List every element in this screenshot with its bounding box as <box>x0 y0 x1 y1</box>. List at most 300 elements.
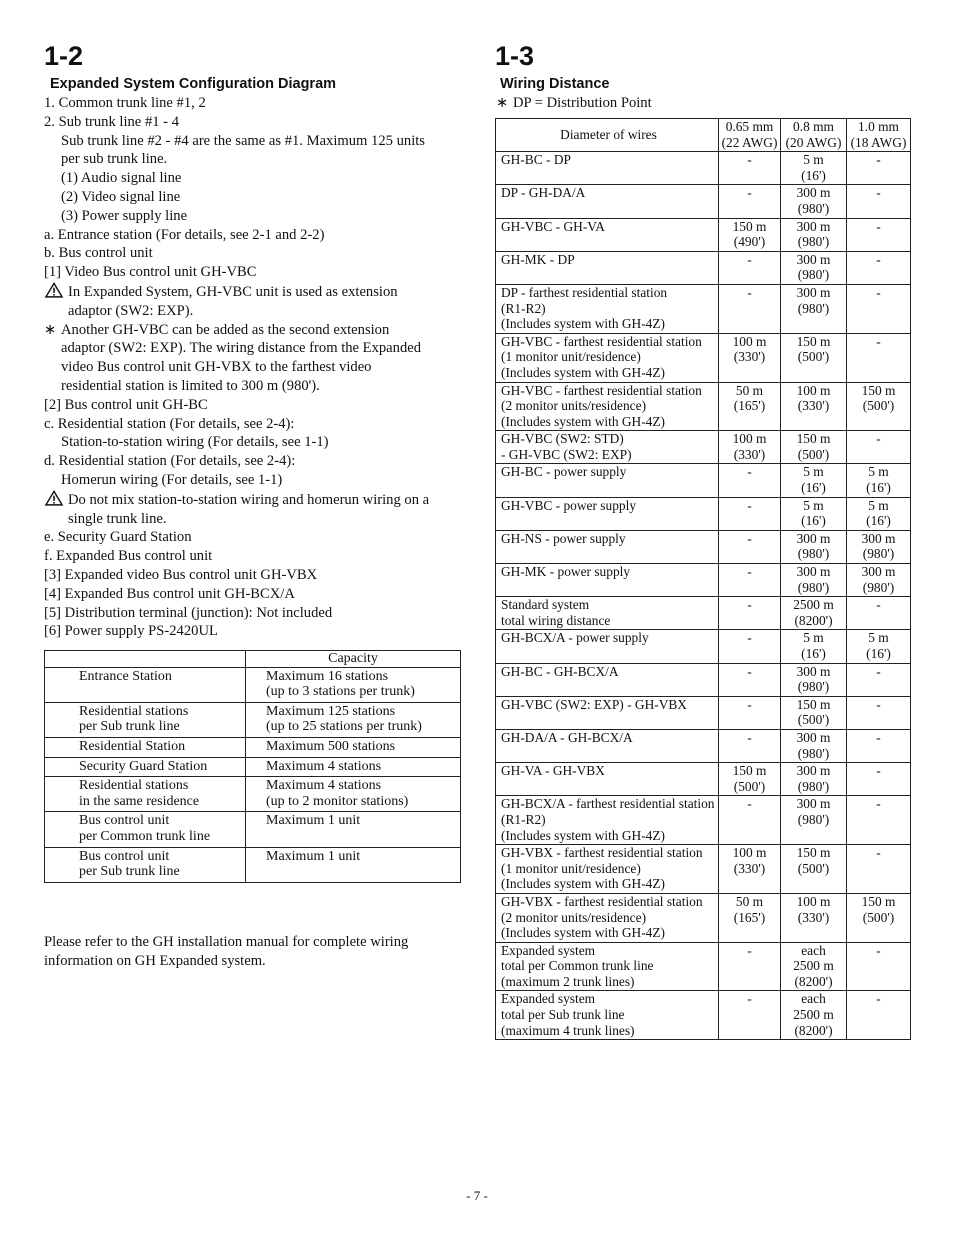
cell-line: 2500 m <box>793 597 834 613</box>
cell-line: 100 m <box>732 845 767 861</box>
cell-line: (980') <box>862 579 895 595</box>
cell-line: - <box>876 185 881 201</box>
cell-line: - <box>876 991 881 1007</box>
cell-line: total per Sub trunk line <box>501 1007 625 1023</box>
capacity-value-cell <box>246 702 461 737</box>
wiring-row <box>496 796 911 845</box>
cell-line: Entrance Station <box>79 668 172 684</box>
cell-line: (maximum 4 trunk lines) <box>501 1022 635 1038</box>
cell-line: total wiring distance <box>501 612 611 628</box>
cell-line: (16') <box>866 513 891 529</box>
legend-item: b. Bus control unit <box>44 245 153 262</box>
cell-line: (2 monitor units/residence) <box>501 909 647 925</box>
wiring-distance-cell <box>719 564 781 597</box>
wiring-table-body <box>496 119 911 1040</box>
legend-item: residential station is limited to 300 m (980'). <box>61 377 320 394</box>
wiring-distance-cell <box>781 893 847 942</box>
wiring-distance-cell <box>781 530 847 563</box>
cell-line: - <box>876 796 881 812</box>
capacity-value-cell <box>246 777 461 812</box>
wiring-route-cell <box>496 497 719 530</box>
cell-line: Bus control unit <box>79 813 170 829</box>
cell-line: GH-BCX/A - power supply <box>501 630 649 646</box>
cell-line: 300 m <box>861 530 896 546</box>
wiring-row <box>496 597 911 630</box>
cell-line: 300 m <box>796 185 831 201</box>
wiring-distance-cell <box>781 663 847 696</box>
cell-line: - <box>747 663 752 679</box>
cell-line: 5 m <box>868 497 889 513</box>
wiring-distance-cell <box>781 564 847 597</box>
wiring-distance-cell <box>781 763 847 796</box>
cell-line: GH-BCX/A - farthest residential station <box>501 796 715 812</box>
wiring-route-cell <box>496 382 719 431</box>
wiring-route-cell <box>496 218 719 251</box>
cell-line: 0.8 mm <box>793 119 834 134</box>
warning-triangle-icon <box>44 282 64 298</box>
wiring-row <box>496 696 911 729</box>
wiring-route-cell <box>496 251 719 284</box>
cell-line: each <box>801 991 826 1007</box>
cell-line: (up to 2 monitor stations) <box>266 793 409 809</box>
cell-line: 300 m <box>796 251 831 267</box>
cell-line: - <box>747 630 752 646</box>
legend-item: [3] Expanded video Bus control unit GH-VBX <box>44 566 318 583</box>
wiring-distance-cell <box>719 991 781 1040</box>
wiring-route-cell <box>496 284 719 333</box>
wiring-route-cell <box>496 763 719 796</box>
cell-line: (Includes system with GH-4Z) <box>501 827 666 843</box>
wiring-distance-cell <box>847 893 911 942</box>
cell-line: 150 m <box>796 333 831 349</box>
legend-item: (2) Video signal line <box>61 188 181 205</box>
cell-line: 300 m <box>796 663 831 679</box>
cell-line: GH-VA - GH-VBX <box>501 763 605 779</box>
cell-line: GH-VBC - GH-VA <box>501 218 605 234</box>
legend-item: per sub trunk line. <box>61 151 168 168</box>
cell-line: 300 m <box>861 564 896 580</box>
capacity-table-body <box>45 667 461 882</box>
cell-line: (16') <box>801 167 826 183</box>
wiring-distance-cell <box>719 763 781 796</box>
wiring-row <box>496 152 911 185</box>
wiring-route-cell <box>496 597 719 630</box>
wiring-header-cell <box>847 119 911 152</box>
wiring-distance-cell <box>847 284 911 333</box>
cell-line: - <box>747 597 752 613</box>
cell-line: in the same residence <box>79 793 200 809</box>
wiring-header-cell <box>496 119 719 152</box>
cell-line: (Includes system with GH-4Z) <box>501 364 666 380</box>
cell-line: - <box>747 729 752 745</box>
wiring-row <box>496 630 911 663</box>
cell-line: GH-VBC - farthest residential station <box>501 382 702 398</box>
asterisk-icon: ∗ <box>496 95 509 111</box>
capacity-header-cell: Capacity <box>246 651 461 668</box>
wiring-distance-cell <box>719 382 781 431</box>
wiring-distance-cell <box>847 152 911 185</box>
wiring-distance-cell <box>781 729 847 762</box>
cell-line: (up to 25 stations per trunk) <box>266 719 422 735</box>
cell-line: - <box>876 845 881 861</box>
wiring-distance-cell <box>719 152 781 185</box>
cell-line: - <box>876 942 881 958</box>
cell-line: 5 m <box>803 497 824 513</box>
cell-line: Maximum 125 stations <box>266 703 396 719</box>
cell-line: (8200') <box>794 973 833 989</box>
cell-line: - <box>876 729 881 745</box>
cell-line: 300 m <box>796 729 831 745</box>
wiring-row <box>496 431 911 464</box>
cell-line: (20 AWG) <box>785 134 842 150</box>
wiring-distance-cell <box>847 729 911 762</box>
legend-item: video Bus control unit GH-VBX to the farthest video <box>61 359 372 376</box>
cell-line: (330') <box>733 446 766 462</box>
cell-line: - <box>747 284 752 300</box>
cell-line: each <box>801 942 826 958</box>
cell-line: (980') <box>797 234 830 250</box>
wiring-distance-cell <box>847 218 911 251</box>
capacity-item-cell <box>45 777 246 812</box>
cell-line: Security Guard Station <box>79 758 208 774</box>
wiring-row <box>496 333 911 382</box>
dp-footnote <box>496 94 652 112</box>
cell-line: GH-MK - DP <box>501 251 575 267</box>
legend-item-text: In Expanded System, GH-VBC unit is used as extension <box>68 283 398 300</box>
wiring-distance-cell <box>847 564 911 597</box>
cell-line: Maximum 4 stations <box>266 778 382 794</box>
wiring-distance-cell <box>719 796 781 845</box>
wiring-distance-cell <box>781 251 847 284</box>
wiring-distance-cell <box>847 431 911 464</box>
cell-line: (500') <box>862 398 895 414</box>
wiring-distance-cell <box>719 597 781 630</box>
wiring-distance-cell <box>719 464 781 497</box>
cell-line: 5 m <box>868 464 889 480</box>
legend-item: [4] Expanded Bus control unit GH-BCX/A <box>44 585 295 602</box>
cell-line: 5 m <box>803 464 824 480</box>
cell-line: GH-VBC (SW2: STD) <box>501 431 624 447</box>
wiring-header-row <box>496 119 911 152</box>
cell-line: (16') <box>866 646 891 661</box>
cell-line: (500') <box>862 909 895 925</box>
cell-line: GH-VBC - power supply <box>501 497 637 513</box>
cell-line: GH-BC - power supply <box>501 464 627 480</box>
cell-line: (Includes system with GH-4Z) <box>501 925 666 941</box>
wiring-row <box>496 284 911 333</box>
cell-line: 150 m <box>796 696 831 712</box>
legend-item: (1) Audio signal line <box>61 170 182 187</box>
wiring-distance-cell <box>719 845 781 894</box>
wiring-route-cell <box>496 152 719 185</box>
cell-line: (500') <box>797 712 830 728</box>
wiring-distance-cell <box>847 630 911 663</box>
wiring-distance-cell <box>781 845 847 894</box>
legend-item: [1] Video Bus control unit GH-VBC <box>44 264 257 281</box>
cell-line: Expanded system <box>501 991 596 1007</box>
cell-line: total per Common trunk line <box>501 958 654 974</box>
wiring-row <box>496 185 911 218</box>
legend-item: 2. Sub trunk line #1 - 4 <box>44 113 179 130</box>
wiring-distance-cell <box>847 382 911 431</box>
wiring-row <box>496 382 911 431</box>
capacity-row <box>45 777 461 812</box>
wiring-route-cell <box>496 991 719 1040</box>
capacity-value-cell <box>246 667 461 702</box>
legend-item: adaptor (SW2: EXP). The wiring distance from the Expanded <box>61 340 422 357</box>
section-number-1-3: 1-3 <box>495 41 535 71</box>
cell-line: - <box>747 564 752 580</box>
capacity-row <box>45 667 461 702</box>
capacity-value-cell <box>246 847 461 882</box>
cell-line: GH-NS - power supply <box>501 530 626 546</box>
cell-line: (22 AWG) <box>721 134 778 150</box>
cell-line: (500') <box>797 349 830 365</box>
cell-line: (maximum 2 trunk lines) <box>501 973 635 989</box>
wiring-header-cell <box>781 119 847 152</box>
wiring-distance-cell <box>847 251 911 284</box>
cell-line: (500') <box>797 446 830 462</box>
note-line: Please refer to the GH installation manual for complete wiring <box>44 934 409 950</box>
capacity-item-cell <box>45 737 246 757</box>
wiring-distance-cell <box>781 152 847 185</box>
wiring-distance-cell <box>781 185 847 218</box>
wiring-distance-cell <box>847 763 911 796</box>
cell-line: 100 m <box>796 893 831 909</box>
cell-line: 5 m <box>803 630 824 646</box>
cell-line: 150 m <box>796 845 831 861</box>
cell-line: Maximum 1 unit <box>266 848 361 864</box>
wiring-route-cell <box>496 630 719 663</box>
cell-line: (980') <box>797 267 830 283</box>
cell-line: (8200') <box>794 1022 833 1038</box>
wiring-row <box>496 991 911 1040</box>
wiring-route-cell <box>496 530 719 563</box>
cell-line: Standard system <box>501 597 590 613</box>
wiring-distance-cell <box>847 530 911 563</box>
legend-item-caution <box>44 490 464 510</box>
cell-line: 50 m <box>735 382 764 398</box>
cell-line: 150 m <box>861 893 896 909</box>
asterisk-icon: ∗ <box>44 321 57 338</box>
cell-line: Expanded system <box>501 942 596 958</box>
cell-line: - <box>747 185 752 201</box>
wiring-route-cell <box>496 845 719 894</box>
wiring-distance-cell <box>781 218 847 251</box>
capacity-item-cell <box>45 757 246 777</box>
cell-line: (330') <box>733 860 766 876</box>
cell-line: (16') <box>801 646 826 661</box>
wiring-row <box>496 564 911 597</box>
cell-line: (980') <box>797 579 830 595</box>
wiring-distance-cell <box>847 597 911 630</box>
legend-item: adaptor (SW2: EXP). <box>68 302 194 319</box>
cell-line: (16') <box>866 480 891 496</box>
wiring-distance-cell <box>847 497 911 530</box>
capacity-value-cell <box>246 737 461 757</box>
capacity-header-row <box>45 651 461 668</box>
wiring-route-cell <box>496 696 719 729</box>
cell-line: - <box>876 597 881 613</box>
cell-line: - <box>747 942 752 958</box>
cell-line: 1.0 mm <box>858 119 899 134</box>
cell-line: (up to 3 stations per trunk) <box>266 684 415 700</box>
wiring-distance-cell <box>847 464 911 497</box>
cell-line: per Sub trunk line <box>79 719 180 735</box>
cell-line: (Includes system with GH-4Z) <box>501 413 666 429</box>
wiring-distance-cell <box>719 530 781 563</box>
cell-line: per Common trunk line <box>79 828 211 844</box>
capacity-row <box>45 812 461 847</box>
cell-line: 5 m <box>868 630 889 646</box>
legend-item: e. Security Guard Station <box>44 529 192 546</box>
cell-line: Maximum 4 stations <box>266 758 382 774</box>
wiring-row <box>496 845 911 894</box>
cell-line: (16') <box>801 513 826 529</box>
wiring-distance-cell <box>719 729 781 762</box>
capacity-table <box>44 650 461 883</box>
wiring-distance-cell <box>781 630 847 663</box>
wiring-distance-cell <box>781 382 847 431</box>
legend-item: (3) Power supply line <box>61 207 188 224</box>
cell-line: per Sub trunk line <box>79 864 180 880</box>
cell-line: 100 m <box>796 382 831 398</box>
configuration-legend <box>44 94 464 641</box>
cell-line: GH-MK - power supply <box>501 564 631 580</box>
wiring-distance-cell <box>719 630 781 663</box>
capacity-row <box>45 757 461 777</box>
capacity-item-cell <box>45 847 246 882</box>
cell-line: (R1-R2) <box>501 300 546 316</box>
wiring-distance-cell <box>719 284 781 333</box>
legend-item: d. Residential station (For details, see 2-4): <box>44 453 296 470</box>
cell-line: Residential stations <box>79 778 189 794</box>
section-title-wiring-distance: Wiring Distance <box>500 76 610 92</box>
wiring-distance-cell <box>719 696 781 729</box>
cell-line: Maximum 1 unit <box>266 813 361 829</box>
cell-line: GH-VBC - farthest residential station <box>501 333 702 349</box>
wiring-distance-cell <box>719 497 781 530</box>
cell-line: 150 m <box>732 218 767 234</box>
cell-line: (165') <box>733 398 766 414</box>
wiring-row <box>496 251 911 284</box>
cell-line: 50 m <box>735 893 764 909</box>
wiring-row <box>496 663 911 696</box>
capacity-item-cell <box>45 667 246 702</box>
cell-line: (330') <box>797 398 830 414</box>
wiring-header-cell <box>719 119 781 152</box>
cell-line: (330') <box>797 909 830 925</box>
cell-line: - <box>876 218 881 234</box>
cell-line: - <box>747 796 752 812</box>
cell-line: - <box>876 284 881 300</box>
capacity-row <box>45 737 461 757</box>
cell-line: - <box>747 696 752 712</box>
cell-line: (Includes system with GH-4Z) <box>501 876 666 892</box>
cell-line: (500') <box>733 778 766 794</box>
installation-manual-note <box>44 933 464 971</box>
cell-line: GH-VBC (SW2: EXP) - GH-VBX <box>501 696 687 712</box>
cell-line: 5 m <box>803 152 824 168</box>
cell-line: (980') <box>862 546 895 562</box>
cell-line: - <box>747 152 752 168</box>
wiring-distance-cell <box>847 696 911 729</box>
wiring-distance-cell <box>781 942 847 991</box>
wiring-route-cell <box>496 464 719 497</box>
wiring-row <box>496 497 911 530</box>
cell-line: Residential stations <box>79 703 189 719</box>
wiring-distance-cell <box>847 991 911 1040</box>
capacity-header-cell <box>45 651 246 668</box>
cell-line: Maximum 500 stations <box>266 738 396 754</box>
cell-line: - <box>747 530 752 546</box>
cell-line: (18 AWG) <box>850 134 907 150</box>
wiring-row <box>496 893 911 942</box>
wiring-distance-cell <box>781 796 847 845</box>
page-number: - 7 - <box>466 1188 488 1203</box>
wiring-distance-cell <box>847 185 911 218</box>
cell-line: GH-BC - DP <box>501 152 571 168</box>
wiring-distance-cell <box>781 991 847 1040</box>
wiring-route-cell <box>496 663 719 696</box>
cell-line: 2500 m <box>793 1007 834 1023</box>
wiring-route-cell <box>496 729 719 762</box>
wiring-distance-cell <box>719 251 781 284</box>
legend-item-text: Another GH-VBC can be added as the second extension <box>61 321 390 338</box>
wiring-route-cell <box>496 796 719 845</box>
wiring-row <box>496 763 911 796</box>
capacity-value-cell <box>246 757 461 777</box>
cell-line: Bus control unit <box>79 848 170 864</box>
wiring-distance-cell <box>847 942 911 991</box>
cell-line: (490') <box>733 234 766 250</box>
cell-line: - <box>747 497 752 513</box>
wiring-distance-cell <box>719 218 781 251</box>
wiring-distance-cell <box>781 284 847 333</box>
legend-item-caution <box>44 282 464 302</box>
wiring-route-cell <box>496 431 719 464</box>
wiring-distance-table <box>495 118 911 1040</box>
capacity-item-cell <box>45 702 246 737</box>
capacity-item-cell <box>45 812 246 847</box>
wiring-row <box>496 464 911 497</box>
legend-item: Homerun wiring (For details, see 1-1) <box>61 471 283 488</box>
legend-item: Station-to-station wiring (For details, see 1-1) <box>61 434 329 451</box>
cell-line: (1 monitor unit/residence) <box>501 349 641 365</box>
cell-line: 150 m <box>796 431 831 447</box>
wiring-distance-cell <box>781 696 847 729</box>
wiring-distance-cell <box>719 333 781 382</box>
legend-item-text: Do not mix station-to-station wiring and homerun wiring on a <box>68 491 430 508</box>
cell-line: (980') <box>797 811 830 827</box>
note-line: information on GH Expanded system. <box>44 953 266 969</box>
legend-item-asterisk <box>44 321 464 340</box>
cell-line: (980') <box>797 745 830 761</box>
wiring-distance-cell <box>781 497 847 530</box>
cell-line: Maximum 16 stations <box>266 668 389 684</box>
cell-line: - <box>876 431 881 447</box>
wiring-row <box>496 530 911 563</box>
cell-line: - <box>876 663 881 679</box>
cell-line: - <box>747 991 752 1007</box>
cell-line: GH-BC - GH-BCX/A <box>501 663 619 679</box>
wiring-row <box>496 218 911 251</box>
legend-item: single trunk line. <box>68 510 167 527</box>
cell-line: (8200') <box>794 612 833 628</box>
cell-line: 100 m <box>732 333 767 349</box>
cell-line: (Includes system with GH-4Z) <box>501 316 666 332</box>
cell-line: DP - GH-DA/A <box>501 185 586 201</box>
